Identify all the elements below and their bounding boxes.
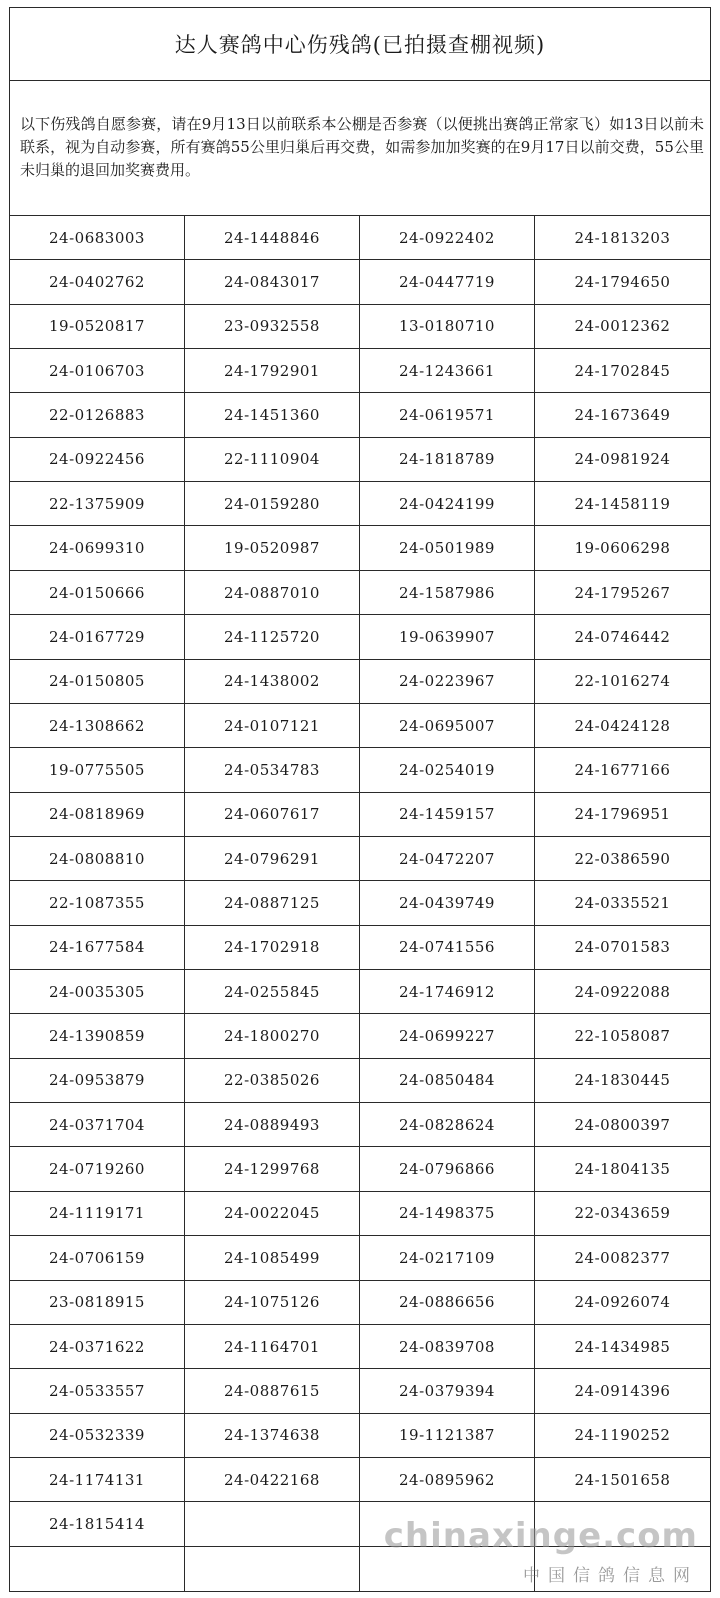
- table-cell: 24-0839708: [360, 1325, 535, 1369]
- table-cell: 24-1459157: [360, 793, 535, 837]
- table-cell: [185, 1502, 360, 1546]
- table-cell: 24-0695007: [360, 704, 535, 748]
- table-cell: 24-0808810: [10, 837, 185, 881]
- table-cell: 24-1673649: [535, 393, 710, 437]
- table-cell: 24-1815414: [10, 1502, 185, 1546]
- table-cell: 24-0828624: [360, 1103, 535, 1147]
- table-cell: 24-0889493: [185, 1103, 360, 1147]
- table-cell: 24-0850484: [360, 1059, 535, 1103]
- table-cell: 24-0150666: [10, 571, 185, 615]
- table-cell: 24-0371704: [10, 1103, 185, 1147]
- table-cell: 19-0520817: [10, 305, 185, 349]
- table-cell: 24-0254019: [360, 748, 535, 792]
- table-cell: 24-1792901: [185, 349, 360, 393]
- table-cell: 23-0818915: [10, 1281, 185, 1325]
- table-cell: 24-0022045: [185, 1192, 360, 1236]
- table-cell: 24-0424199: [360, 482, 535, 526]
- notice-text: 以下伤残鸽自愿参赛，请在9月13日以前联系本公棚是否参赛（以便挑出赛鸽正常家飞）如13日以前未联系，视为自动参赛，所有赛鸽55公里归巢后再交费，如需参加加奖赛的在9月17日以前交费，55公里未归巢的退回加奖赛费用。: [10, 80, 710, 216]
- table-cell: 24-0699310: [10, 526, 185, 570]
- table-cell: 24-1796951: [535, 793, 710, 837]
- table-cell: 24-0223967: [360, 660, 535, 704]
- table-cell: 24-0402762: [10, 260, 185, 304]
- table-cell: 24-0533557: [10, 1369, 185, 1413]
- table-cell: 24-0886656: [360, 1281, 535, 1325]
- table-cell: 24-1451360: [185, 393, 360, 437]
- table-cell: 24-1119171: [10, 1192, 185, 1236]
- table-cell: 24-1125720: [185, 615, 360, 659]
- table-cell: 24-1438002: [185, 660, 360, 704]
- table-cell: 24-0800397: [535, 1103, 710, 1147]
- table-cell: 24-1794650: [535, 260, 710, 304]
- table-cell: 24-1458119: [535, 482, 710, 526]
- table-cell: 24-1299768: [185, 1147, 360, 1191]
- table-cell: 24-0035305: [10, 970, 185, 1014]
- table-cell: 24-0422168: [185, 1458, 360, 1502]
- table-cell: 24-0746442: [535, 615, 710, 659]
- table-cell: 24-1830445: [535, 1059, 710, 1103]
- site-name-watermark: 中国信鸽信息网: [523, 1566, 698, 1586]
- table-cell: 24-0159280: [185, 482, 360, 526]
- table-cell: 24-0914396: [535, 1369, 710, 1413]
- table-cell: 24-1804135: [535, 1147, 710, 1191]
- table-cell: 24-0953879: [10, 1059, 185, 1103]
- table-cell: 24-1795267: [535, 571, 710, 615]
- table-cell: 24-0447719: [360, 260, 535, 304]
- table-cell: 24-0701583: [535, 926, 710, 970]
- table-cell: 24-1800270: [185, 1014, 360, 1058]
- table-cell: 22-0385026: [185, 1059, 360, 1103]
- page-title: 达人赛鸽中心伤残鸽(已拍摄查棚视频): [10, 8, 710, 81]
- table-cell: 24-0619571: [360, 393, 535, 437]
- table-cell: 24-0699227: [360, 1014, 535, 1058]
- table-cell: [10, 1547, 185, 1591]
- table-cell: 24-0012362: [535, 305, 710, 349]
- table-cell: 24-1746912: [360, 970, 535, 1014]
- table-cell: 24-0922456: [10, 438, 185, 482]
- table-cell: 24-0683003: [10, 216, 185, 260]
- table-cell: 24-1164701: [185, 1325, 360, 1369]
- ring-number-table: [10, 216, 710, 1591]
- table-cell: 24-0255845: [185, 970, 360, 1014]
- table-cell: 24-1702845: [535, 349, 710, 393]
- table-cell: 24-1818789: [360, 438, 535, 482]
- table-cell: 24-0895962: [360, 1458, 535, 1502]
- table-cell: 24-0424128: [535, 704, 710, 748]
- table-cell: 24-0607617: [185, 793, 360, 837]
- table-cell: 24-0741556: [360, 926, 535, 970]
- table-cell: 22-1016274: [535, 660, 710, 704]
- table-cell: 24-1448846: [185, 216, 360, 260]
- table-cell: 24-1075126: [185, 1281, 360, 1325]
- table-cell: 24-0379394: [360, 1369, 535, 1413]
- table-cell: 22-1058087: [535, 1014, 710, 1058]
- table-cell: 24-0107121: [185, 704, 360, 748]
- table-cell: 24-0472207: [360, 837, 535, 881]
- table-cell: 24-1587986: [360, 571, 535, 615]
- table-cell: 24-0534783: [185, 748, 360, 792]
- table-cell: 22-1375909: [10, 482, 185, 526]
- table-cell: 24-0981924: [535, 438, 710, 482]
- table-cell: 19-0639907: [360, 615, 535, 659]
- table-cell: 24-1677584: [10, 926, 185, 970]
- ring-number-sheet: [9, 7, 711, 1592]
- table-cell: 24-1813203: [535, 216, 710, 260]
- table-cell: 24-0217109: [360, 1236, 535, 1280]
- table-cell: 24-0796866: [360, 1147, 535, 1191]
- table-cell: 24-0167729: [10, 615, 185, 659]
- table-cell: 24-0106703: [10, 349, 185, 393]
- table-cell: 24-1190252: [535, 1414, 710, 1458]
- table-cell: 24-0922088: [535, 970, 710, 1014]
- table-cell: 24-1243661: [360, 349, 535, 393]
- table-cell: 24-0439749: [360, 881, 535, 925]
- site-watermark: chinaxinge.com: [383, 1516, 698, 1556]
- table-cell: 24-1308662: [10, 704, 185, 748]
- table-cell: 19-0606298: [535, 526, 710, 570]
- table-cell: 24-0532339: [10, 1414, 185, 1458]
- table-cell: 19-1121387: [360, 1414, 535, 1458]
- table-cell: 24-0922402: [360, 216, 535, 260]
- table-cell: 19-0520987: [185, 526, 360, 570]
- table-cell: 24-0706159: [10, 1236, 185, 1280]
- table-cell: 24-0082377: [535, 1236, 710, 1280]
- table-cell: 24-0887615: [185, 1369, 360, 1413]
- table-cell: 13-0180710: [360, 305, 535, 349]
- table-cell: 24-0371622: [10, 1325, 185, 1369]
- table-cell: 24-0719260: [10, 1147, 185, 1191]
- table-cell: 19-0775505: [10, 748, 185, 792]
- table-cell: 24-0926074: [535, 1281, 710, 1325]
- table-cell: 24-0818969: [10, 793, 185, 837]
- table-cell: 24-0335521: [535, 881, 710, 925]
- table-cell: 22-0343659: [535, 1192, 710, 1236]
- table-cell: 24-0501989: [360, 526, 535, 570]
- table-cell: 24-1702918: [185, 926, 360, 970]
- table-cell: 24-0150805: [10, 660, 185, 704]
- table-cell: 24-1501658: [535, 1458, 710, 1502]
- table-cell: 22-1087355: [10, 881, 185, 925]
- table-cell: 24-0796291: [185, 837, 360, 881]
- table-cell: 24-0887125: [185, 881, 360, 925]
- table-cell: 24-0887010: [185, 571, 360, 615]
- table-cell: 24-0843017: [185, 260, 360, 304]
- table-cell: 24-1434985: [535, 1325, 710, 1369]
- table-cell: 22-0386590: [535, 837, 710, 881]
- table-cell: 22-0126883: [10, 393, 185, 437]
- table-cell: 24-1498375: [360, 1192, 535, 1236]
- table-cell: 24-1677166: [535, 748, 710, 792]
- table-cell: [185, 1547, 360, 1591]
- table-cell: 24-1085499: [185, 1236, 360, 1280]
- table-cell: 23-0932558: [185, 305, 360, 349]
- table-cell: 22-1110904: [185, 438, 360, 482]
- table-cell: 24-1390859: [10, 1014, 185, 1058]
- table-cell: 24-1174131: [10, 1458, 185, 1502]
- table-cell: 24-1374638: [185, 1414, 360, 1458]
